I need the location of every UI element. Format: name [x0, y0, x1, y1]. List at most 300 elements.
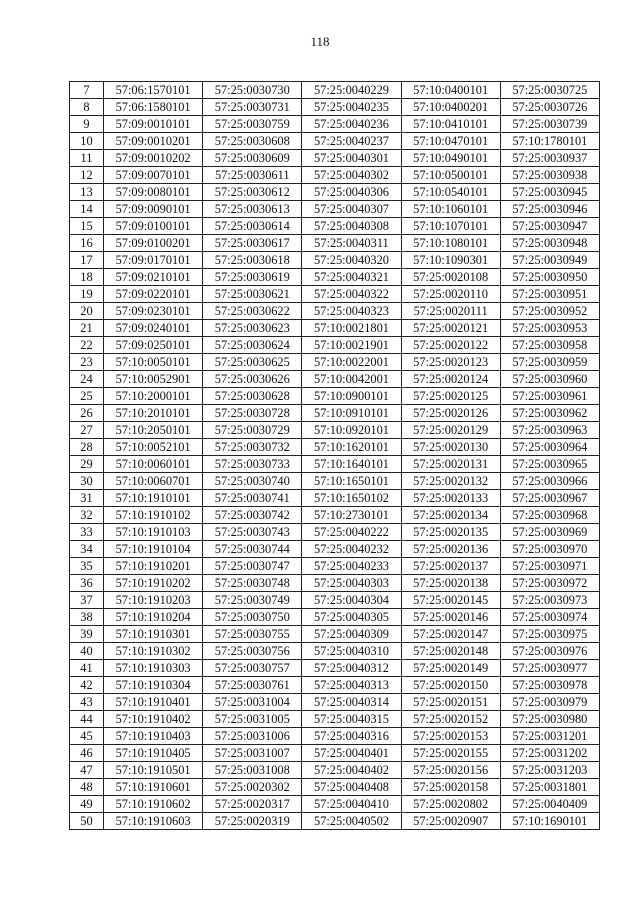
row-number-cell: 46	[70, 745, 104, 762]
cadastral-number-cell: 57:25:0040312	[302, 660, 401, 677]
cadastral-number-cell: 57:25:0040229	[302, 82, 401, 99]
cadastral-number-cell: 57:10:0500101	[401, 167, 500, 184]
cadastral-number-cell: 57:10:0022001	[302, 354, 401, 371]
row-number-cell: 37	[70, 592, 104, 609]
table-row	[70, 99, 600, 116]
cadastral-number-cell: 57:25:0030732	[203, 439, 302, 456]
table-row	[70, 388, 600, 405]
cadastral-number-cell: 57:25:0020151	[401, 694, 500, 711]
table-row	[70, 286, 600, 303]
cadastral-number-cell: 57:25:0040320	[302, 252, 401, 269]
table-row	[70, 235, 600, 252]
cadastral-number-cell: 57:25:0040303	[302, 575, 401, 592]
row-number-cell: 9	[70, 116, 104, 133]
cadastral-number-cell: 57:10:0060701	[104, 473, 203, 490]
table-row	[70, 303, 600, 320]
cadastral-number-cell: 57:06:1570101	[104, 82, 203, 99]
cadastral-number-cell: 57:25:0040323	[302, 303, 401, 320]
row-number-cell: 7	[70, 82, 104, 99]
cadastral-number-cell: 57:10:1910104	[104, 541, 203, 558]
cadastral-number-cell: 57:25:0020147	[401, 626, 500, 643]
page-number: 118	[310, 34, 330, 49]
cadastral-number-cell: 57:10:1910204	[104, 609, 203, 626]
cadastral-number-cell: 57:06:1580101	[104, 99, 203, 116]
table-row	[70, 184, 600, 201]
cadastral-number-cell: 57:10:0050101	[104, 354, 203, 371]
row-number-cell: 48	[70, 779, 104, 796]
cadastral-number-cell: 57:25:0020122	[401, 337, 500, 354]
cadastral-number-cell: 57:10:0400201	[401, 99, 500, 116]
cadastral-number-cell: 57:25:0030938	[500, 167, 599, 184]
cadastral-number-cell: 57:25:0030623	[203, 320, 302, 337]
table-row	[70, 626, 600, 643]
cadastral-number-cell: 57:25:0040321	[302, 269, 401, 286]
table-row	[70, 796, 600, 813]
table-row	[70, 218, 600, 235]
cadastral-number-cell: 57:25:0020146	[401, 609, 500, 626]
cadastral-number-cell: 57:25:0030969	[500, 524, 599, 541]
cadastral-number-cell: 57:25:0030761	[203, 677, 302, 694]
cadastral-number-cell: 57:25:0030749	[203, 592, 302, 609]
cadastral-number-cell: 57:25:0030608	[203, 133, 302, 150]
cadastral-number-cell: 57:25:0040409	[500, 796, 599, 813]
cadastral-number-cell: 57:25:0030729	[203, 422, 302, 439]
cadastral-number-cell: 57:25:0030755	[203, 626, 302, 643]
cadastral-number-cell: 57:25:0040314	[302, 694, 401, 711]
row-number-cell: 11	[70, 150, 104, 167]
cadastral-number-cell: 57:25:0040401	[302, 745, 401, 762]
cadastral-number-cell: 57:25:0020125	[401, 388, 500, 405]
cadastral-number-cell: 57:09:0080101	[104, 184, 203, 201]
cadastral-number-cell: 57:25:0030978	[500, 677, 599, 694]
table-row	[70, 405, 600, 422]
cadastral-number-cell: 57:10:0052101	[104, 439, 203, 456]
cadastral-number-cell: 57:25:0031801	[500, 779, 599, 796]
row-number-cell: 27	[70, 422, 104, 439]
table-row	[70, 439, 600, 456]
cadastral-number-cell: 57:25:0020133	[401, 490, 500, 507]
row-number-cell: 42	[70, 677, 104, 694]
cadastral-number-cell: 57:10:1910102	[104, 507, 203, 524]
cadastral-number-cell: 57:25:0040301	[302, 150, 401, 167]
cadastral-number-cell: 57:25:0030748	[203, 575, 302, 592]
cadastral-number-cell: 57:10:1910301	[104, 626, 203, 643]
row-number-cell: 23	[70, 354, 104, 371]
cadastral-number-cell: 57:25:0020110	[401, 286, 500, 303]
cadastral-number-cell: 57:10:1910304	[104, 677, 203, 694]
cadastral-number-cell: 57:25:0020302	[203, 779, 302, 796]
cadastral-number-cell: 57:25:0030967	[500, 490, 599, 507]
cadastral-number-cell: 57:25:0030740	[203, 473, 302, 490]
cadastral-number-cell: 57:25:0020124	[401, 371, 500, 388]
row-number-cell: 38	[70, 609, 104, 626]
row-number-cell: 28	[70, 439, 104, 456]
row-number-cell: 35	[70, 558, 104, 575]
cadastral-number-cell: 57:25:0040313	[302, 677, 401, 694]
table-row	[70, 82, 600, 99]
cadastral-number-cell: 57:25:0040307	[302, 201, 401, 218]
cadastral-number-cell: 57:25:0030977	[500, 660, 599, 677]
cadastral-number-cell: 57:09:0210101	[104, 269, 203, 286]
cadastral-number-cell: 57:25:0030756	[203, 643, 302, 660]
cadastral-number-cell: 57:10:0042001	[302, 371, 401, 388]
cadastral-number-cell: 57:10:1910101	[104, 490, 203, 507]
cadastral-number-cell: 57:25:0030733	[203, 456, 302, 473]
row-number-cell: 36	[70, 575, 104, 592]
cadastral-number-cell: 57:25:0030731	[203, 99, 302, 116]
cadastral-number-cell: 57:25:0020149	[401, 660, 500, 677]
cadastral-number-cell: 57:25:0030945	[500, 184, 599, 201]
table-row	[70, 558, 600, 575]
cadastral-number-cell: 57:09:0010201	[104, 133, 203, 150]
cadastral-number-cell: 57:25:0040304	[302, 592, 401, 609]
table-row	[70, 354, 600, 371]
cadastral-number-cell: 57:25:0030949	[500, 252, 599, 269]
row-number-cell: 16	[70, 235, 104, 252]
cadastral-number-cell: 57:09:0090101	[104, 201, 203, 218]
cadastral-number-cell: 57:25:0040235	[302, 99, 401, 116]
cadastral-number-cell: 57:25:0030974	[500, 609, 599, 626]
cadastral-number-cell: 57:25:0020121	[401, 320, 500, 337]
cadastral-number-cell: 57:25:0040222	[302, 524, 401, 541]
cadastral-number-cell: 57:25:0030622	[203, 303, 302, 320]
cadastral-number-cell: 57:25:0030611	[203, 167, 302, 184]
cadastral-number-cell: 57:25:0040308	[302, 218, 401, 235]
cadastral-number-cell: 57:10:0920101	[302, 422, 401, 439]
cadastral-number-cell: 57:25:0030970	[500, 541, 599, 558]
cadastral-number-cell: 57:25:0030759	[203, 116, 302, 133]
cadastral-number-cell: 57:25:0030725	[500, 82, 599, 99]
table-row	[70, 728, 600, 745]
row-number-cell: 21	[70, 320, 104, 337]
row-number-cell: 15	[70, 218, 104, 235]
row-number-cell: 45	[70, 728, 104, 745]
cadastral-number-cell: 57:25:0031006	[203, 728, 302, 745]
cadastral-number-cell: 57:25:0030960	[500, 371, 599, 388]
cadastral-number-cell: 57:25:0020145	[401, 592, 500, 609]
cadastral-number-cell: 57:25:0040408	[302, 779, 401, 796]
cadastral-number-cell: 57:09:0170101	[104, 252, 203, 269]
row-number-cell: 13	[70, 184, 104, 201]
cadastral-number-cell: 57:25:0040233	[302, 558, 401, 575]
cadastral-number-cell: 57:25:0020152	[401, 711, 500, 728]
cadastral-number-cell: 57:25:0030951	[500, 286, 599, 303]
cadastral-number-cell: 57:25:0020319	[203, 813, 302, 830]
cadastral-number-cell: 57:25:0030619	[203, 269, 302, 286]
table-row	[70, 490, 600, 507]
cadastral-number-cell: 57:25:0040306	[302, 184, 401, 201]
cadastral-number-cell: 57:25:0020132	[401, 473, 500, 490]
table-row	[70, 592, 600, 609]
cadastral-number-cell: 57:10:1650101	[302, 473, 401, 490]
cadastral-number-cell: 57:09:0010101	[104, 116, 203, 133]
cadastral-number-cell: 57:25:0031004	[203, 694, 302, 711]
cadastral-number-cell: 57:10:2050101	[104, 422, 203, 439]
table-row	[70, 167, 600, 184]
cadastral-number-cell: 57:25:0020108	[401, 269, 500, 286]
cadastral-number-cell: 57:10:1060101	[401, 201, 500, 218]
cadastral-number-cell: 57:25:0030948	[500, 235, 599, 252]
cadastral-number-cell: 57:10:1080101	[401, 235, 500, 252]
cadastral-number-cell: 57:10:0900101	[302, 388, 401, 405]
cadastral-number-cell: 57:25:0020134	[401, 507, 500, 524]
row-number-cell: 33	[70, 524, 104, 541]
table-row	[70, 473, 600, 490]
table-row	[70, 269, 600, 286]
cadastral-number-cell: 57:25:0030937	[500, 150, 599, 167]
table-row	[70, 252, 600, 269]
row-number-cell: 29	[70, 456, 104, 473]
row-number-cell: 18	[70, 269, 104, 286]
row-number-cell: 19	[70, 286, 104, 303]
table-row	[70, 813, 600, 830]
cadastral-number-cell: 57:10:1910501	[104, 762, 203, 779]
cadastral-number-cell: 57:10:0052901	[104, 371, 203, 388]
cadastral-number-cell: 57:25:0030976	[500, 643, 599, 660]
cadastral-number-cell: 57:10:2730101	[302, 507, 401, 524]
cadastral-number-cell: 57:25:0030726	[500, 99, 599, 116]
cadastral-number-cell: 57:10:1690101	[500, 813, 599, 830]
cadastral-number-cell: 57:25:0030947	[500, 218, 599, 235]
cadastral-number-cell: 57:10:1910401	[104, 694, 203, 711]
cadastral-number-cell: 57:25:0031201	[500, 728, 599, 745]
table-row	[70, 575, 600, 592]
cadastral-number-cell: 57:25:0020150	[401, 677, 500, 694]
cadastral-number-cell: 57:25:0030742	[203, 507, 302, 524]
row-number-cell: 10	[70, 133, 104, 150]
cadastral-number-cell: 57:25:0031008	[203, 762, 302, 779]
cadastral-number-cell: 57:25:0040232	[302, 541, 401, 558]
table-row	[70, 643, 600, 660]
cadastral-number-cell: 57:25:0030971	[500, 558, 599, 575]
cadastral-number-cell: 57:10:1910302	[104, 643, 203, 660]
table-row	[70, 677, 600, 694]
cadastral-number-cell: 57:25:0030964	[500, 439, 599, 456]
cadastral-number-cell: 57:10:1910303	[104, 660, 203, 677]
row-number-cell: 44	[70, 711, 104, 728]
cadastral-number-cell: 57:25:0030730	[203, 82, 302, 99]
cadastral-number-cell: 57:25:0031203	[500, 762, 599, 779]
row-number-cell: 34	[70, 541, 104, 558]
row-number-cell: 31	[70, 490, 104, 507]
table-row	[70, 609, 600, 626]
cadastral-number-cell: 57:25:0020123	[401, 354, 500, 371]
cadastral-number-cell: 57:25:0030966	[500, 473, 599, 490]
row-number-cell: 24	[70, 371, 104, 388]
table-row	[70, 116, 600, 133]
cadastral-number-cell: 57:25:0030968	[500, 507, 599, 524]
cadastral-number-cell: 57:25:0030743	[203, 524, 302, 541]
table-body	[70, 82, 600, 830]
table-row	[70, 524, 600, 541]
cadastral-number-cell: 57:10:0490101	[401, 150, 500, 167]
cadastral-number-cell: 57:10:1780101	[500, 133, 599, 150]
table-row	[70, 337, 600, 354]
row-number-cell: 49	[70, 796, 104, 813]
cadastral-number-cell: 57:09:0240101	[104, 320, 203, 337]
cadastral-number-cell: 57:25:0030739	[500, 116, 599, 133]
cadastral-number-cell: 57:25:0040311	[302, 235, 401, 252]
cadastral-number-cell: 57:25:0030744	[203, 541, 302, 558]
cadastral-number-cell: 57:10:1910201	[104, 558, 203, 575]
cadastral-number-cell: 57:10:0021801	[302, 320, 401, 337]
cadastral-number-cell: 57:10:1910402	[104, 711, 203, 728]
cadastral-number-cell: 57:25:0030965	[500, 456, 599, 473]
cadastral-number-cell: 57:25:0030961	[500, 388, 599, 405]
cadastral-number-cell: 57:10:2010101	[104, 405, 203, 422]
cadastral-number-cell: 57:25:0031007	[203, 745, 302, 762]
cadastral-number-cell: 57:25:0030618	[203, 252, 302, 269]
cadastral-number-cell: 57:25:0030980	[500, 711, 599, 728]
cadastral-number-cell: 57:25:0030609	[203, 150, 302, 167]
cadastral-number-cell: 57:25:0020148	[401, 643, 500, 660]
cadastral-number-cell: 57:10:2000101	[104, 388, 203, 405]
cadastral-number-cell: 57:25:0030973	[500, 592, 599, 609]
cadastral-number-cell: 57:10:1650102	[302, 490, 401, 507]
cadastral-number-cell: 57:25:0020136	[401, 541, 500, 558]
cadastral-number-cell: 57:25:0040305	[302, 609, 401, 626]
cadastral-number-cell: 57:10:1910601	[104, 779, 203, 796]
cadastral-number-cell: 57:25:0030628	[203, 388, 302, 405]
row-number-cell: 32	[70, 507, 104, 524]
cadastral-number-cell: 57:25:0040322	[302, 286, 401, 303]
cadastral-number-cell: 57:25:0030757	[203, 660, 302, 677]
cadastral-number-cell: 57:25:0030952	[500, 303, 599, 320]
cadastral-number-cell: 57:25:0020317	[203, 796, 302, 813]
cadastral-number-cell: 57:25:0030963	[500, 422, 599, 439]
cadastral-number-cell: 57:25:0030972	[500, 575, 599, 592]
cadastral-number-cell: 57:25:0020907	[401, 813, 500, 830]
cadastral-number-cell: 57:25:0030617	[203, 235, 302, 252]
row-number-cell: 40	[70, 643, 104, 660]
row-number-cell: 22	[70, 337, 104, 354]
cadastral-number-cell: 57:10:0910101	[302, 405, 401, 422]
cadastral-number-cell: 57:25:0020135	[401, 524, 500, 541]
cadastral-number-cell: 57:10:0021901	[302, 337, 401, 354]
cadastral-number-cell: 57:09:0250101	[104, 337, 203, 354]
cadastral-number-cell: 57:10:1910203	[104, 592, 203, 609]
cadastral-number-cell: 57:25:0020126	[401, 405, 500, 422]
row-number-cell: 17	[70, 252, 104, 269]
cadastral-number-cell: 57:10:1910103	[104, 524, 203, 541]
cadastral-number-cell: 57:25:0031202	[500, 745, 599, 762]
cadastral-number-cell: 57:25:0020131	[401, 456, 500, 473]
cadastral-number-cell: 57:10:0470101	[401, 133, 500, 150]
cadastral-number-cell: 57:10:0540101	[401, 184, 500, 201]
table-row	[70, 711, 600, 728]
cadastral-number-cell: 57:10:1640101	[302, 456, 401, 473]
table-row	[70, 456, 600, 473]
cadastral-number-cell: 57:09:0100201	[104, 235, 203, 252]
cadastral-number-cell: 57:25:0020138	[401, 575, 500, 592]
table-row	[70, 694, 600, 711]
cadastral-number-cell: 57:25:0040237	[302, 133, 401, 150]
cadastral-number-cell: 57:25:0030741	[203, 490, 302, 507]
cadastral-number-cell: 57:25:0030979	[500, 694, 599, 711]
cadastral-number-cell: 57:25:0020153	[401, 728, 500, 745]
cadastral-number-cell: 57:25:0040236	[302, 116, 401, 133]
table-row	[70, 745, 600, 762]
cadastral-number-cell: 57:25:0030959	[500, 354, 599, 371]
cadastral-number-cell: 57:25:0030614	[203, 218, 302, 235]
row-number-cell: 41	[70, 660, 104, 677]
cadastral-number-cell: 57:25:0030953	[500, 320, 599, 337]
cadastral-number-cell: 57:10:1070101	[401, 218, 500, 235]
table-row	[70, 660, 600, 677]
table-row	[70, 320, 600, 337]
table-row	[70, 422, 600, 439]
table-row	[70, 150, 600, 167]
cadastral-number-cell: 57:25:0040410	[302, 796, 401, 813]
table-row	[70, 779, 600, 796]
cadastral-number-cell: 57:10:1910405	[104, 745, 203, 762]
cadastral-number-cell: 57:25:0040316	[302, 728, 401, 745]
table-row	[70, 371, 600, 388]
cadastral-number-cell: 57:09:0100101	[104, 218, 203, 235]
cadastral-number-cell: 57:25:0030975	[500, 626, 599, 643]
cadastral-number-cell: 57:25:0030626	[203, 371, 302, 388]
table-row	[70, 541, 600, 558]
cadastral-number-cell: 57:25:0030625	[203, 354, 302, 371]
cadastral-number-cell: 57:25:0040402	[302, 762, 401, 779]
table-row	[70, 507, 600, 524]
cadastral-number-cell: 57:10:0060101	[104, 456, 203, 473]
row-number-cell: 26	[70, 405, 104, 422]
cadastral-number-cell: 57:10:0400101	[401, 82, 500, 99]
cadastral-number-cell: 57:25:0020158	[401, 779, 500, 796]
cadastral-number-cell: 57:25:0020155	[401, 745, 500, 762]
row-number-cell: 39	[70, 626, 104, 643]
cadastral-number-cell: 57:25:0031005	[203, 711, 302, 728]
cadastral-number-cell: 57:25:0020129	[401, 422, 500, 439]
cadastral-number-cell: 57:25:0030621	[203, 286, 302, 303]
cadastral-number-cell: 57:25:0030950	[500, 269, 599, 286]
cadastral-number-cell: 57:25:0030962	[500, 405, 599, 422]
cadastral-number-cell: 57:10:1090301	[401, 252, 500, 269]
cadastral-number-cell: 57:25:0030958	[500, 337, 599, 354]
cadastral-numbers-table	[69, 81, 600, 830]
row-number-cell: 12	[70, 167, 104, 184]
cadastral-number-cell: 57:25:0030946	[500, 201, 599, 218]
cadastral-number-cell: 57:25:0030612	[203, 184, 302, 201]
cadastral-number-cell: 57:10:1910202	[104, 575, 203, 592]
cadastral-number-cell: 57:25:0020802	[401, 796, 500, 813]
cadastral-number-cell: 57:10:1910602	[104, 796, 203, 813]
cadastral-number-cell: 57:09:0230101	[104, 303, 203, 320]
table-row	[70, 762, 600, 779]
cadastral-number-cell: 57:25:0030750	[203, 609, 302, 626]
cadastral-number-cell: 57:10:1910603	[104, 813, 203, 830]
cadastral-number-cell: 57:25:0030624	[203, 337, 302, 354]
cadastral-number-cell: 57:10:1620101	[302, 439, 401, 456]
row-number-cell: 8	[70, 99, 104, 116]
cadastral-number-cell: 57:25:0020137	[401, 558, 500, 575]
cadastral-number-cell: 57:25:0030728	[203, 405, 302, 422]
row-number-cell: 43	[70, 694, 104, 711]
cadastral-number-cell: 57:10:0410101	[401, 116, 500, 133]
cadastral-number-cell: 57:25:0020156	[401, 762, 500, 779]
row-number-cell: 25	[70, 388, 104, 405]
table-row	[70, 133, 600, 150]
cadastral-number-cell: 57:25:0040502	[302, 813, 401, 830]
cadastral-number-cell: 57:25:0040315	[302, 711, 401, 728]
cadastral-number-cell: 57:09:0070101	[104, 167, 203, 184]
row-number-cell: 47	[70, 762, 104, 779]
row-number-cell: 30	[70, 473, 104, 490]
cadastral-number-cell: 57:25:0030747	[203, 558, 302, 575]
cadastral-number-cell: 57:25:0020130	[401, 439, 500, 456]
cadastral-number-cell: 57:09:0220101	[104, 286, 203, 303]
